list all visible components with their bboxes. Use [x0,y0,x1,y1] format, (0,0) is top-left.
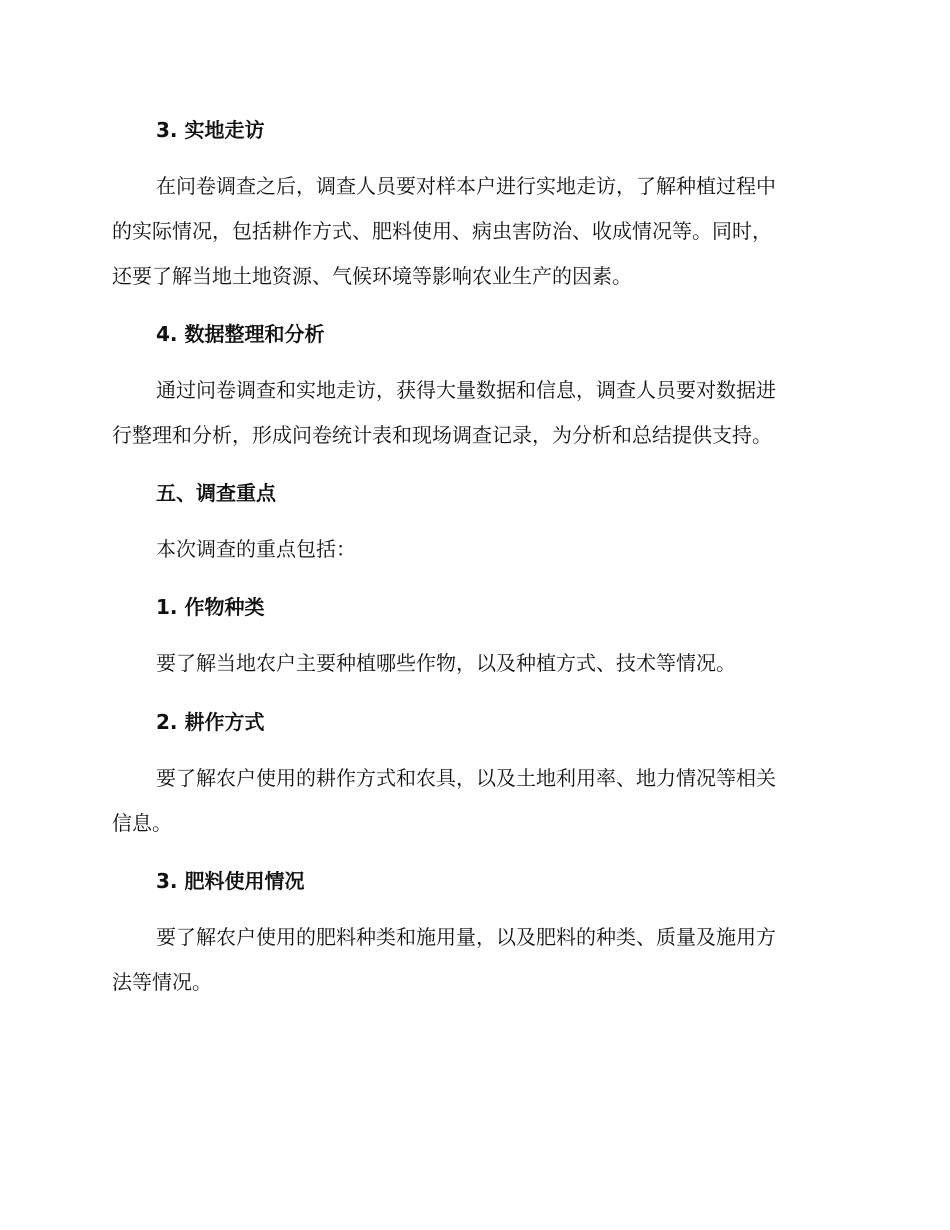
paragraph-line: 通过问卷调查和实地走访，获得大量数据和信息，调查人员要对数据进 [156,378,776,402]
section-heading-fertilizer-use: 3. 肥料使用情况 [156,869,305,893]
section-heading-data-analysis: 4. 数据整理和分析 [156,322,325,346]
paragraph-farming-methods [112,756,832,846]
paragraph-line: 本次调查的重点包括： [156,537,356,561]
paragraph-crop-types [112,641,832,686]
paragraph-fertilizer-use [112,915,832,1005]
paragraph-line: 法等情况。 [112,970,212,994]
paragraph-data-analysis [112,368,832,458]
paragraph-field-visit [112,164,832,299]
paragraph-line: 要了解当地农户主要种植哪些作物，以及种植方式、技术等情况。 [156,651,736,675]
paragraph-line: 的实际情况，包括耕作方式、肥料使用、病虫害防治、收成情况等。同时， [112,219,772,243]
section-heading-field-visit: 3. 实地走访 [156,118,265,142]
paragraph-line: 要了解农户使用的耕作方式和农具，以及土地利用率、地力情况等相关 [156,766,776,790]
section-heading-farming-methods: 2. 耕作方式 [156,710,265,734]
paragraph-line: 还要了解当地土地资源、气候环境等影响农业生产的因素。 [112,264,632,288]
paragraph-survey-focus [112,527,832,572]
paragraph-line: 信息。 [112,811,172,835]
section-heading-crop-types: 1. 作物种类 [156,595,265,619]
paragraph-line: 要了解农户使用的肥料种类和施用量，以及肥料的种类、质量及施用方 [156,925,776,949]
paragraph-line: 在问卷调查之后，调查人员要对样本户进行实地走访，了解种植过程中 [156,174,776,198]
section-heading-survey-focus: 五、调查重点 [156,481,276,505]
paragraph-line: 行整理和分析，形成问卷统计表和现场调查记录，为分析和总结提供支持。 [112,423,772,447]
